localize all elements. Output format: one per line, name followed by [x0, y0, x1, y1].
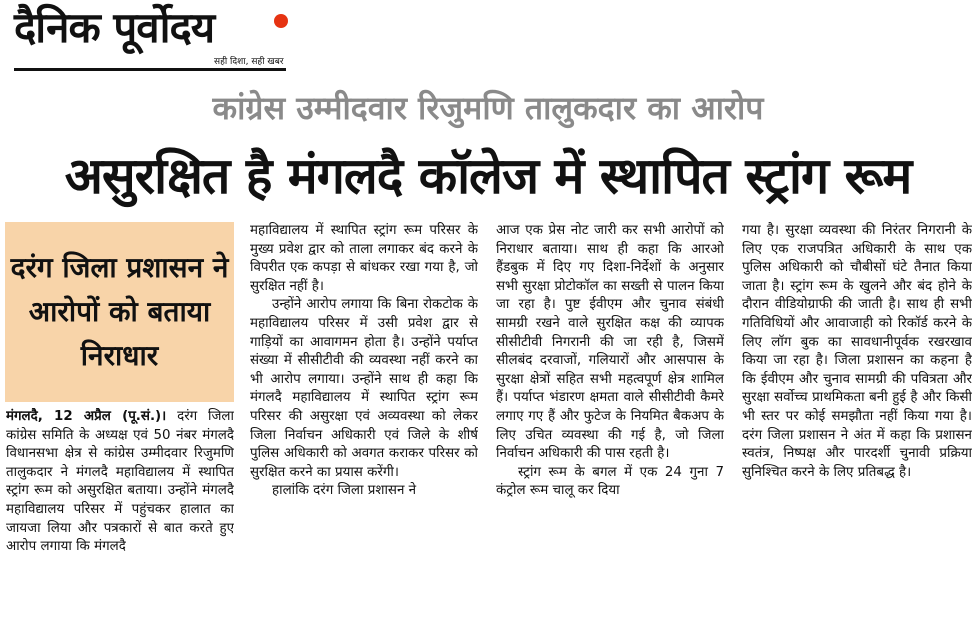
- article-paragraph: आज एक प्रेस नोट जारी कर सभी आरोपों को निराधार बताया। साथ ही कहा कि आरओ हैंडबुक में दिए गए दिशा-निर्देशों के अनुसार सभी सुरक्षा प्रोटोकॉल का सख्ती से पालन किया जा रहा है। पुष्ट ईवीएम और चुनाव संबंधी सामग्री रखने वाले सुरक्षित कक्ष की व्यापक सीसीटीवी निगरानी की जा रही है, जिसमें सीलबंद दरवाजों, गलियारों और आसपास के सुरक्षा क्षेत्रों सहित सभी महत्वपूर्ण क्षेत्र शामिल हैं। पर्याप्त भंडारण क्षमता वाले सीसीटीवी कैमरे लगाए गए हैं और फुटेज के नियमित बैकअप के लिए उचित व्यवस्था की गई है, जो जिला निर्वाचन अधिकारी की पास रहती है।: [496, 223, 724, 462]
- masthead-title: दैनिक पूर्वोदय: [14, 3, 215, 52]
- masthead-underline: [14, 68, 286, 71]
- sidebar-highlight-text: दरंग जिला प्रशासन ने आरोपों को बताया निराधार: [10, 251, 229, 372]
- article-headline: असुरक्षित है मंगलदै कॉलेज में स्थापित स्ट्रांग रूम: [64, 147, 912, 205]
- dateline: मंगलदै, 12 अप्रैल (पू.सं.)।: [6, 409, 167, 424]
- sidebar-highlight-box: [5, 222, 234, 402]
- masthead-tagline: सही दिशा, सही खबर: [214, 57, 284, 67]
- article-column-4: [742, 222, 972, 632]
- article-paragraph: महाविद्यालय में स्थापित स्ट्रांग रूम परिसर के मुख्य प्रवेश द्वार को ताला लगाकर बंद करने के विपरीत एक कपड़ा से बांधकर रखा गया है, जो सुरक्षित नहीं है।: [250, 223, 478, 294]
- article-paragraph: गया है। सुरक्षा व्यवस्था की निरंतर निगरानी के लिए एक राजपत्रित अधिकारी के साथ एक पुलिस अधिकारी को चौबीसों घंटे तैनात किया जाता है। स्ट्रांग रूम के खुलने और बंद होने के दौरान वीडियोग्राफी की जाती है। साथ ही सभी गतिविधियों और आवाजाही को रिकॉर्ड करने के लिए लॉग बुक का सावधानीपूर्वक रखरखाव किया जा रहा है। जिला प्रशासन का कहना है कि ईवीएम और चुनाव सामग्री की पवित्रता और सुरक्षा सर्वोच्च प्राथमिकता बनी हुई है और किसी भी स्तर पर कोई समझौता नहीं किया गया है। दरंग जिला प्रशासन ने अंत में कहा कि प्रशासन स्वतंत्र, निष्पक्ष और पारदर्शी चुनावी प्रक्रिया सुनिश्चित करने के लिए प्रतिबद्ध है।: [742, 223, 972, 480]
- article-kicker: कांग्रेस उम्मीदवार रिजुमणि तालुकदार का आरोप: [212, 89, 764, 127]
- article-column-1: [6, 408, 234, 632]
- paragraph-text: दरंग जिला कांग्रेस समिति के अध्यक्ष एवं 50 नंबर मंगलदै विधानसभा क्षेत्र से कांग्रेस उम्मीदवार रिजुमणि तालुकदार ने मंगलदै महाविद्यालय में स्थापित स्ट्रांग रूम को असुरक्षित बताया। उन्होंने मंगलदै महाविद्यालय परिसर में पहुंचकर हालात का जायजा लिया और पत्रकारों से बात करते हुए आरोप लगाया कि मंगलदै: [6, 409, 234, 555]
- logo-dot-icon: [274, 14, 288, 28]
- article-paragraph: उन्होंने आरोप लगाया कि बिना रोकटोक के महाविद्यालय परिसर में उसी प्रवेश द्वार से गाड़ियों का आवागमन होता है। उन्होंने पर्याप्त संख्या में सीसीटीवी की व्यवस्था नहीं करने का भी आरोप लगाया। उन्होंने साथ ही कहा कि मंगलदै महाविद्यालय में स्थापित स्ट्रांग रूम परिसर की असुरक्षा एवं अव्यवस्था को लेकर जिला निर्वाचन अधिकारी एवं जिले के शीर्ष पुलिस अधिकारी को अवगत कराकर परिसर को सुरक्षित करने का प्रयास करेंगी।: [250, 297, 478, 480]
- article-column-2: [250, 222, 478, 632]
- article-paragraph: हालांकि दरंग जिला प्रशासन ने: [272, 483, 417, 499]
- article-paragraph: [6, 408, 234, 557]
- article-column-3: [496, 222, 724, 632]
- article-paragraph: स्ट्रांग रूम के बगल में एक 24 गुना 7 कंट्रोल रूम चालू कर दिया: [496, 464, 724, 499]
- masthead-logo: [14, 4, 286, 74]
